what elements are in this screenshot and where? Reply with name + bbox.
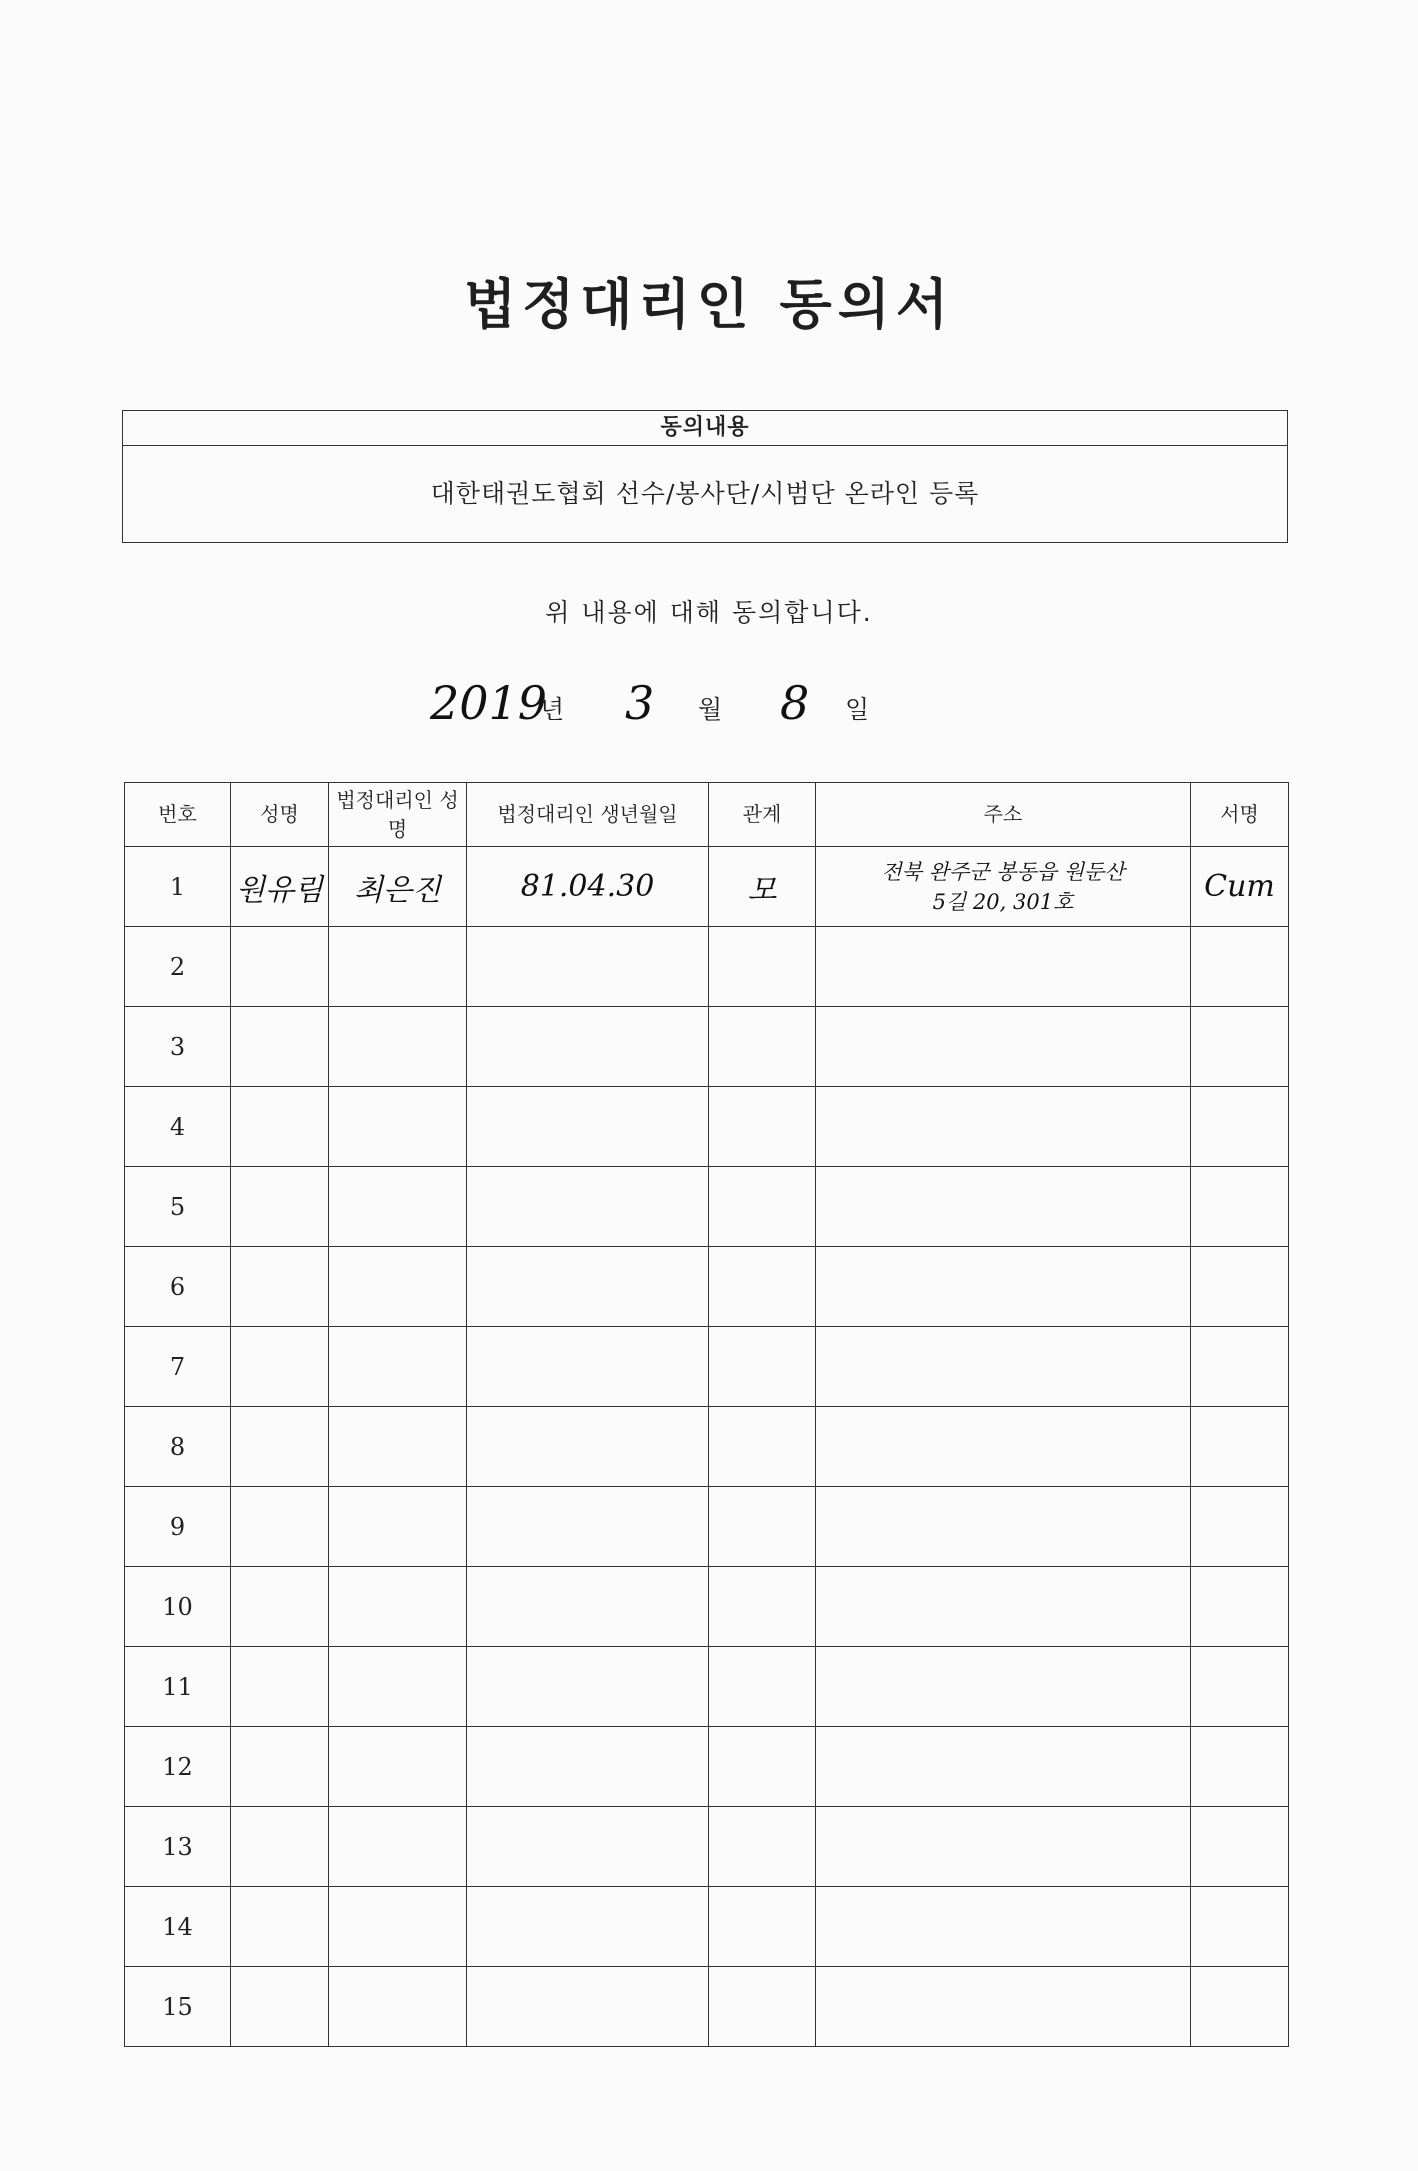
address-cell[interactable] — [816, 1967, 1191, 2047]
row-number — [125, 1247, 231, 1327]
date-year-label: 년 — [540, 695, 565, 724]
relation-cell[interactable] — [709, 1967, 816, 2047]
table-row — [125, 1807, 1289, 1887]
relation-value: 모 — [747, 872, 777, 908]
participant-name-cell[interactable] — [231, 847, 329, 927]
signature-cell[interactable] — [1191, 1807, 1289, 1887]
row-number-value: 11 — [162, 1672, 193, 1701]
relation-cell[interactable] — [709, 1087, 816, 1167]
row-number — [125, 1167, 231, 1247]
agree-statement: 위 내용에 대해 동의합니다. — [545, 598, 873, 627]
guardian-name-cell[interactable] — [329, 1567, 467, 1647]
row-number — [125, 1487, 231, 1567]
header-signature: 서명 — [1191, 783, 1289, 847]
table-row — [125, 1007, 1289, 1087]
participant-name-cell[interactable] — [231, 1967, 329, 2047]
address-cell[interactable] — [816, 1807, 1191, 1887]
guardian-birth-cell[interactable] — [467, 1727, 709, 1807]
date-row — [0, 672, 1418, 742]
table-row — [125, 1087, 1289, 1167]
table-row — [125, 927, 1289, 1007]
guardian-name-cell[interactable] — [329, 927, 467, 1007]
relation-cell[interactable] — [709, 1007, 816, 1087]
signature-cell[interactable] — [1191, 1087, 1289, 1167]
address-cell[interactable] — [816, 1007, 1191, 1087]
header-guardian-birth: 법정대리인 생년월일 — [467, 783, 709, 847]
signature-cell[interactable] — [1191, 1247, 1289, 1327]
table-row — [125, 1567, 1289, 1647]
relation-cell[interactable] — [709, 1567, 816, 1647]
guardian-birth-cell[interactable] — [467, 1407, 709, 1487]
row-number — [125, 1807, 231, 1887]
row-number-value: 10 — [162, 1592, 193, 1621]
date-month-label: 월 — [698, 695, 723, 724]
header-guardian-name: 법정대리인 성명 — [329, 783, 467, 847]
participant-name-cell[interactable] — [231, 927, 329, 1007]
table-row — [125, 1167, 1289, 1247]
page-title: 법정대리인 동의서 — [463, 273, 955, 336]
guardian-name-cell[interactable] — [329, 1167, 467, 1247]
row-number-value: 14 — [162, 1912, 193, 1941]
row-number-value: 3 — [169, 1032, 186, 1061]
table-row — [125, 1247, 1289, 1327]
signature-value: Cum — [1204, 869, 1275, 904]
participant-name-cell[interactable] — [231, 1167, 329, 1247]
signature-cell[interactable] — [1191, 1007, 1289, 1087]
row-number — [125, 1327, 231, 1407]
date-month[interactable]: 3 — [625, 676, 655, 730]
signature-cell[interactable] — [1191, 1727, 1289, 1807]
row-number-value: 2 — [169, 952, 186, 981]
address-cell[interactable] — [816, 1567, 1191, 1647]
row-number — [125, 1887, 231, 1967]
guardian-birth-cell[interactable] — [467, 1647, 709, 1727]
relation-cell[interactable] — [709, 1807, 816, 1887]
participant-name-cell[interactable] — [231, 1247, 329, 1327]
guardian-name-cell[interactable] — [329, 1727, 467, 1807]
header-no: 번호 — [125, 783, 231, 847]
row-number-value: 8 — [169, 1432, 186, 1461]
consent-content: 대한태권도협회 선수/봉사단/시범단 온라인 등록 — [430, 479, 980, 508]
participant-name-cell[interactable] — [231, 1487, 329, 1567]
address-line-2: 5길 20, 301호 — [932, 889, 1074, 914]
row-number-value: 15 — [162, 1992, 193, 2021]
row-number — [125, 1567, 231, 1647]
row-number — [125, 1727, 231, 1807]
row-number — [125, 1087, 231, 1167]
address-cell[interactable] — [816, 927, 1191, 1007]
consent-box — [122, 410, 1288, 543]
signature-cell[interactable] — [1191, 1887, 1289, 1967]
guardian-name-value: 최은진 — [354, 872, 441, 908]
row-number-value: 5 — [169, 1192, 186, 1221]
address-cell[interactable] — [816, 1247, 1191, 1327]
table-row — [125, 1487, 1289, 1567]
address-cell[interactable] — [816, 1167, 1191, 1247]
guardian-birth-cell[interactable] — [467, 927, 709, 1007]
guardian-name-cell[interactable] — [329, 847, 467, 927]
table-row — [125, 1407, 1289, 1487]
guardian-birth-cell[interactable] — [467, 1567, 709, 1647]
relation-cell[interactable] — [709, 1407, 816, 1487]
signature-cell[interactable] — [1191, 1167, 1289, 1247]
row-number-value: 4 — [169, 1112, 186, 1141]
relation-cell[interactable] — [709, 1887, 816, 1967]
guardian-name-cell[interactable] — [329, 1247, 467, 1327]
guardian-birth-cell[interactable] — [467, 1487, 709, 1567]
guardian-birth-value: 81.04.30 — [520, 869, 655, 904]
signature-cell[interactable] — [1191, 927, 1289, 1007]
date-year[interactable]: 2019 — [430, 676, 548, 730]
address-cell[interactable] — [816, 1647, 1191, 1727]
participant-name-cell[interactable] — [231, 1727, 329, 1807]
table-row — [125, 1647, 1289, 1727]
guardian-name-cell[interactable] — [329, 1407, 467, 1487]
guardian-name-cell[interactable] — [329, 1327, 467, 1407]
participant-name-value: 원유림 — [236, 872, 323, 908]
guardian-name-cell[interactable] — [329, 1647, 467, 1727]
relation-cell[interactable] — [709, 1247, 816, 1327]
guardian-name-cell[interactable] — [329, 1087, 467, 1167]
row-number — [125, 1647, 231, 1727]
row-number — [125, 847, 231, 927]
row-number — [125, 1407, 231, 1487]
guardian-birth-cell[interactable] — [467, 847, 709, 927]
row-number — [125, 927, 231, 1007]
relation-cell[interactable] — [709, 847, 816, 927]
address-cell[interactable] — [816, 1887, 1191, 1967]
row-number-value: 12 — [162, 1752, 193, 1781]
address-cell[interactable] — [816, 1327, 1191, 1407]
participant-name-cell[interactable] — [231, 1567, 329, 1647]
guardian-name-cell[interactable] — [329, 1007, 467, 1087]
date-day-label: 일 — [845, 695, 870, 724]
signature-cell[interactable] — [1191, 1567, 1289, 1647]
guardian-birth-cell[interactable] — [467, 1087, 709, 1167]
header-name: 성명 — [231, 783, 329, 847]
row-number-value: 1 — [169, 872, 186, 901]
row-number-value: 6 — [169, 1272, 186, 1301]
table-row — [125, 1327, 1289, 1407]
guardian-name-cell[interactable] — [329, 1807, 467, 1887]
relation-cell[interactable] — [709, 1167, 816, 1247]
relation-cell[interactable] — [709, 1727, 816, 1807]
row-number — [125, 1967, 231, 2047]
relation-cell[interactable] — [709, 1487, 816, 1567]
relation-cell[interactable] — [709, 927, 816, 1007]
table-row — [125, 1727, 1289, 1807]
participant-name-cell[interactable] — [231, 1647, 329, 1727]
guardian-birth-cell[interactable] — [467, 1007, 709, 1087]
header-address: 주소 — [816, 783, 1191, 847]
guardian-name-cell[interactable] — [329, 1967, 467, 2047]
header-relation: 관계 — [709, 783, 816, 847]
address-cell[interactable] — [816, 1727, 1191, 1807]
address-line-1: 전북 완주군 봉동읍 원둔산 — [881, 859, 1125, 884]
signature-cell[interactable] — [1191, 1487, 1289, 1567]
date-day[interactable]: 8 — [780, 676, 810, 730]
table-row — [125, 847, 1289, 927]
table-row — [125, 1967, 1289, 2047]
address-cell[interactable] — [816, 1087, 1191, 1167]
address-cell[interactable] — [816, 847, 1191, 927]
relation-cell[interactable] — [709, 1647, 816, 1727]
consent-heading: 동의내용 — [123, 411, 1287, 446]
signature-cell[interactable] — [1191, 1967, 1289, 2047]
row-number-value: 7 — [169, 1352, 186, 1381]
guardian-birth-cell[interactable] — [467, 1247, 709, 1327]
guardian-birth-cell[interactable] — [467, 1327, 709, 1407]
participant-name-cell[interactable] — [231, 1327, 329, 1407]
guardian-birth-cell[interactable] — [467, 1887, 709, 1967]
participant-name-cell[interactable] — [231, 1887, 329, 1967]
guardian-name-cell[interactable] — [329, 1887, 467, 1967]
table-row — [125, 1887, 1289, 1967]
signature-cell[interactable] — [1191, 1327, 1289, 1407]
table-header-row — [125, 783, 1289, 847]
participant-name-cell[interactable] — [231, 1807, 329, 1887]
guardian-birth-cell[interactable] — [467, 1967, 709, 2047]
registration-table — [124, 782, 1289, 2047]
row-number-value: 13 — [162, 1832, 193, 1861]
guardian-name-cell[interactable] — [329, 1487, 467, 1567]
guardian-birth-cell[interactable] — [467, 1167, 709, 1247]
address-cell[interactable] — [816, 1407, 1191, 1487]
signature-cell[interactable] — [1191, 1407, 1289, 1487]
participant-name-cell[interactable] — [231, 1087, 329, 1167]
signature-cell[interactable] — [1191, 847, 1289, 927]
guardian-birth-cell[interactable] — [467, 1807, 709, 1887]
address-cell[interactable] — [816, 1487, 1191, 1567]
row-number — [125, 1007, 231, 1087]
relation-cell[interactable] — [709, 1327, 816, 1407]
participant-name-cell[interactable] — [231, 1407, 329, 1487]
signature-cell[interactable] — [1191, 1647, 1289, 1727]
participant-name-cell[interactable] — [231, 1007, 329, 1087]
row-number-value: 9 — [169, 1512, 186, 1541]
